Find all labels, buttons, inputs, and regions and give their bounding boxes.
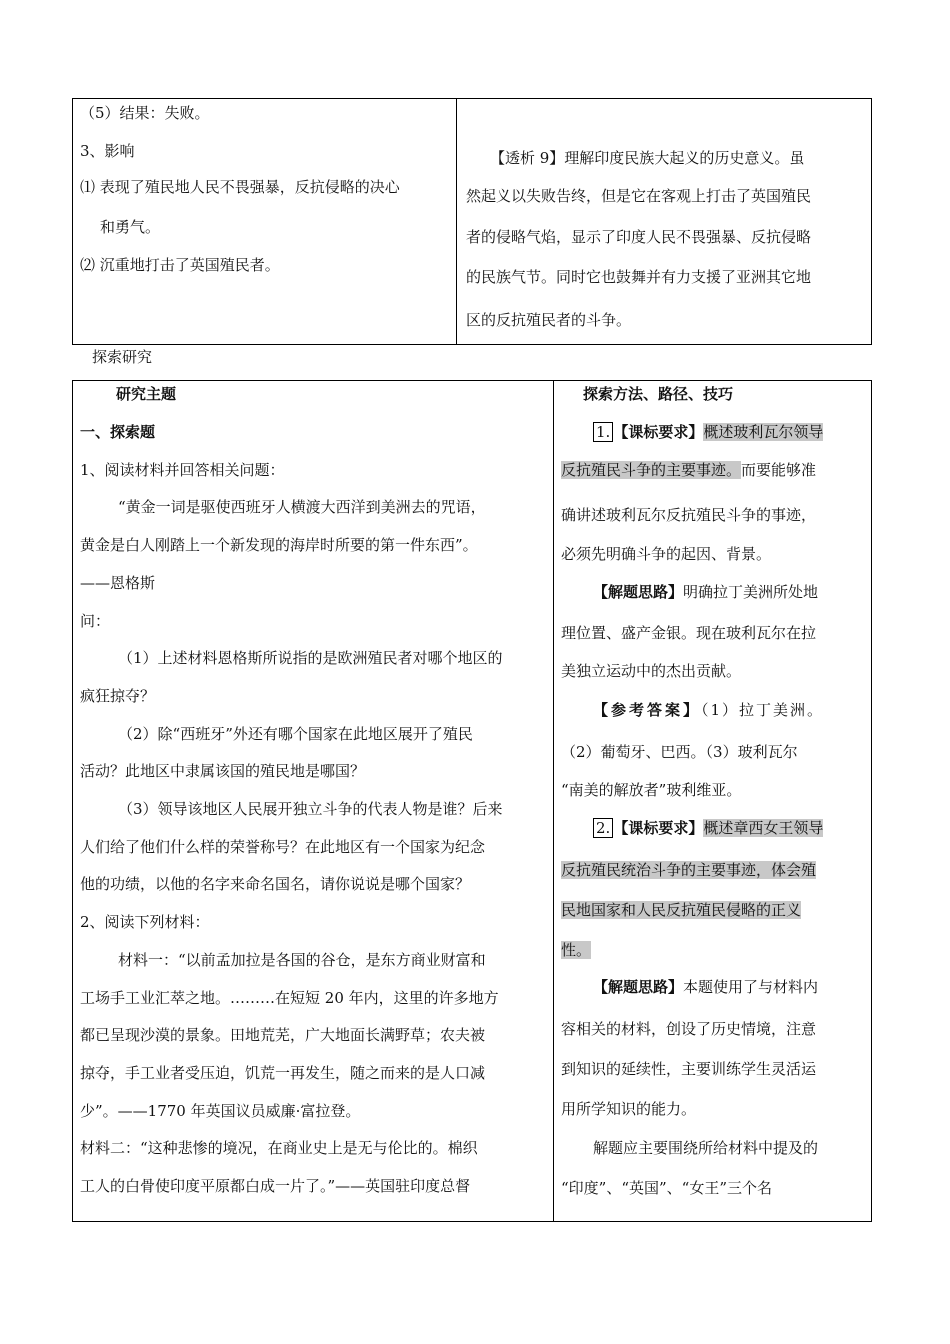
sub-question-2-cont: 活动？此地区中隶属该国的殖民地是哪国？ bbox=[80, 762, 366, 780]
tip-2-requirement-text-cont: 反抗殖民统治斗争的主要事迹， bbox=[561, 861, 772, 879]
tip-1-line-2-rest: 而要能够准 bbox=[741, 461, 817, 479]
tip-1-answer-line-3: “南美的解放者”玻利维亚。 bbox=[561, 781, 742, 799]
tip-2-number: 2. bbox=[593, 818, 613, 838]
analysis-line-2: 然起义以失败告终，但是它在客观上打击了英国殖民 bbox=[466, 187, 812, 205]
tip-2-thinking-text: 本题使用了与材料内 bbox=[683, 978, 819, 996]
tip-2-thinking bbox=[593, 977, 818, 997]
material-1-line-1: 材料一：“以前孟加拉是各国的谷仓，是东方商业财富和 bbox=[118, 951, 486, 969]
tip-2-requirement-text-end: 性。 bbox=[561, 941, 592, 959]
tip-1-answer-line-2: （2）葡萄牙、巴西。（3）玻利瓦尔 bbox=[561, 743, 798, 761]
tip-2-requirement-text: 概述章西女王领导 bbox=[703, 819, 824, 837]
sub-question-3-cont-2: 他的功绩，以他的名字来命名国名，请你说说是哪个国家？ bbox=[80, 875, 471, 893]
tip-2-line-4 bbox=[561, 940, 591, 960]
material-1-line-4: 掠夺，手工业者受压迫，饥荒一再发生，随之而来的是人口减 bbox=[80, 1064, 486, 1082]
tip-1-requirement bbox=[593, 422, 823, 442]
tip-1-thinking-line-3: 美独立运动中的杰出贡献。 bbox=[561, 662, 742, 680]
tip-1-number: 1. bbox=[593, 422, 613, 442]
material-2-line-2: 工人的白骨使印度平原都白成一片了。”——英国驻印度总督 bbox=[80, 1177, 471, 1195]
impact-heading: 3、影响 bbox=[80, 142, 135, 160]
tip-1-requirement-text-cont: 反抗殖民斗争的主要事迹。 bbox=[561, 461, 742, 479]
tip-1-line-3: 确讲述玻利瓦尔反抗殖民斗争的事迹， bbox=[561, 506, 817, 524]
material-1-line-5: 少”。——1770 年英国议员威廉·富拉登。 bbox=[80, 1102, 361, 1120]
summary-right-cell bbox=[457, 99, 872, 345]
tip-2-line-2 bbox=[561, 860, 816, 880]
sub-question-2: （2）除“西班牙”外还有哪个国家在此地区展开了殖民 bbox=[118, 725, 473, 743]
sub-question-1-cont: 疯狂掠夺？ bbox=[80, 687, 156, 705]
tip-1-thinking-tag: 【解题思路】 bbox=[593, 583, 684, 601]
topic-header: 研究主题 bbox=[116, 385, 177, 403]
method-header: 探索方法、路径、技巧 bbox=[583, 385, 734, 403]
tip-1-tag: 【课标要求】 bbox=[613, 423, 704, 441]
analysis-line-4: 的民族气节。同时它也鼓舞并有力支援了亚洲其它地 bbox=[466, 268, 812, 286]
tip-2-extra-line-2: “印度”、“英国”、“女王”三个名 bbox=[561, 1179, 773, 1197]
summary-table bbox=[72, 98, 872, 345]
impact-item-1-cont: 和勇气。 bbox=[100, 218, 161, 236]
tip-1-answer bbox=[593, 700, 824, 720]
tip-2-thinking-line-4: 用所学知识的能力。 bbox=[561, 1100, 697, 1118]
question-2-intro: 2、阅读下列材料： bbox=[80, 913, 210, 931]
ask-label: 问： bbox=[80, 612, 111, 630]
tip-1-answer-text: （1）拉丁美洲。 bbox=[701, 701, 825, 719]
section-title: 探索研究 bbox=[92, 348, 153, 366]
tip-2-thinking-line-2: 容相关的材料，创设了历史情境，注意 bbox=[561, 1020, 817, 1038]
quote-line-2: 黄金是白人刚踏上一个新发现的海岸时所要的第一件东西”。 bbox=[80, 536, 478, 554]
material-2-line-1: 材料二：“这种悲惨的境况，在商业史上是无与伦比的。棉织 bbox=[80, 1139, 478, 1157]
analysis-line-5: 区的反抗殖民者的斗争。 bbox=[466, 311, 632, 329]
tip-2-thinking-tag: 【解题思路】 bbox=[593, 978, 684, 996]
tip-1-line-4: 必须先明确斗争的起因、背景。 bbox=[561, 545, 772, 563]
tip-1-thinking-line-2: 理位置、盛产金银。现在玻利瓦尔在拉 bbox=[561, 624, 817, 642]
tip-2-tag: 【课标要求】 bbox=[613, 819, 704, 837]
tip-1-thinking bbox=[593, 582, 818, 602]
tip-1-thinking-text: 明确拉丁美洲所处地 bbox=[683, 583, 819, 601]
quote-source: ——恩格斯 bbox=[80, 574, 156, 592]
exploration-heading: 一、探索题 bbox=[80, 423, 156, 441]
analysis-line-1: 【透析 9】理解印度民族大起义的历史意义。虽 bbox=[490, 149, 805, 167]
sub-question-1: （1）上述材料恩格斯所说指的是欧洲殖民者对哪个地区的 bbox=[118, 649, 503, 667]
analysis-line-3: 者的侵略气焰，显示了印度人民不畏强暴、反抗侵略 bbox=[466, 228, 812, 246]
tip-2-thinking-line-3: 到知识的延续性，主要训练学生灵活运 bbox=[561, 1060, 817, 1078]
question-1-intro: 1、阅读材料并回答相关问题： bbox=[80, 461, 285, 479]
sub-question-3: （3）领导该地区人民展开独立斗争的代表人物是谁？后来 bbox=[118, 800, 503, 818]
impact-item-1: ⑴ 表现了殖民地人民不畏强暴，反抗侵略的决心 bbox=[80, 178, 400, 196]
result-line: （5）结果：失败。 bbox=[80, 104, 210, 122]
sub-question-3-cont-1: 人们给了他们什么样的荣誉称号？在此地区有一个国家为纪念 bbox=[80, 838, 486, 856]
material-1-line-3: 都已呈现沙漠的景象。田地荒芜，广大地面长满野草；农夫被 bbox=[80, 1026, 486, 1044]
tip-2-requirement-text-cont-3: 民地国家和人民反抗殖民侵略的正义 bbox=[561, 901, 802, 919]
tip-2-requirement bbox=[593, 818, 823, 838]
tip-1-answer-tag: 【参考答案】 bbox=[593, 701, 702, 719]
quote-line-1: “黄金一词是驱使西班牙人横渡大西洋到美洲去的咒语， bbox=[118, 498, 486, 516]
impact-item-2: ⑵ 沉重地打击了英国殖民者。 bbox=[80, 256, 280, 274]
tip-2-line-3 bbox=[561, 900, 801, 920]
tip-1-line-2 bbox=[561, 460, 816, 480]
tip-2-extra-line-1: 解题应主要围绕所给材料中提及的 bbox=[593, 1139, 819, 1157]
material-1-line-2: 工场手工业汇萃之地。………在短短 20 年内，这里的许多地方 bbox=[80, 989, 499, 1007]
tip-1-requirement-text: 概述玻利瓦尔领导 bbox=[703, 423, 824, 441]
tip-2-requirement-text-cont-2: 体会殖 bbox=[771, 861, 817, 879]
